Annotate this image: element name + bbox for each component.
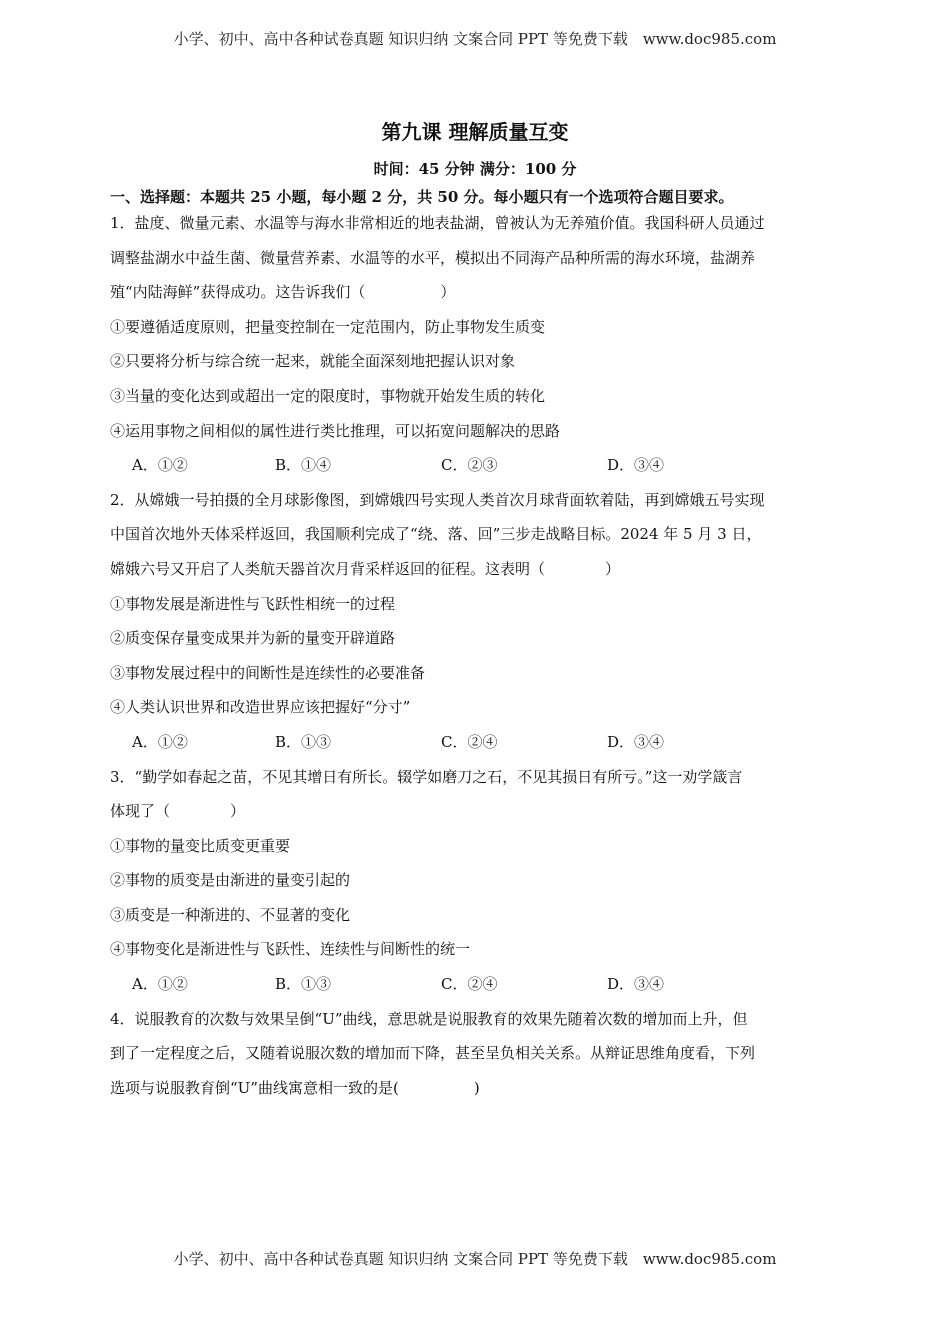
statement-item: ①要遵循适度原则，把量变控制在一定范围内，防止事物发生质变 (110, 317, 546, 336)
question-list (110, 206, 845, 1105)
question-stem-line: 到了一定程度之后，又随着说服次数的增加而下降，甚至呈负相关关系。从辩证思维角度看，下列 (110, 1044, 756, 1063)
question-stem-line: 殖“内陆海鲜”获得成功。这告诉我们（ ） (110, 283, 456, 302)
option-c: C．②③ (441, 456, 498, 475)
page-title: 第九课 理解质量互变 (381, 120, 569, 144)
statement-item: ④运用事物之间相似的属性进行类比推理，可以拓宽问题解决的思路 (110, 421, 561, 440)
question-stem-line: 4．说服教育的次数与效果呈倒“U”曲线，意思就是说服教育的效果先随着次数的增加而上升，但 (110, 1009, 748, 1028)
question-stem-line: 调整盐湖水中益生菌、微量营养素、水温等的水平，模拟出不同海产品种所需的海水环境，盐湖养 (110, 248, 756, 267)
option-b: B．①③ (275, 975, 332, 994)
statement-item: ②只要将分析与综合统一起来，就能全面深刻地把握认识对象 (110, 352, 516, 371)
option-a: A．①② (132, 456, 188, 475)
answer-options (110, 448, 845, 483)
option-a: A．①② (132, 732, 188, 751)
statement-item: ②质变保存量变成果并为新的量变开辟道路 (110, 629, 396, 648)
statement-item: ②事物的质变是由渐进的量变引起的 (110, 871, 351, 890)
section-heading: 一、选择题：本题共 25 小题，每小题 2 分，共 50 分。每小题只有一个选项符合题目要求。 (110, 188, 734, 206)
option-d: D．③④ (607, 975, 665, 994)
question-stem-line: 中国首次地外天体采样返回，我国顺利完成了“绕、落、回”三步走战略目标。2024 年 5 月 3 日， (110, 525, 762, 544)
statement-item: ③质变是一种渐进的、不显著的变化 (110, 905, 351, 924)
page-footer: 小学、初中、高中各种试卷真题 知识归纳 文案合同 PPT 等免费下载 www.doc985.com (173, 1250, 777, 1268)
option-c: C．②④ (441, 732, 498, 751)
question-stem-line: 体现了（ ） (110, 802, 246, 821)
question-stem-line: 选项与说服教育倒“U”曲线寓意相一致的是( ) (110, 1078, 480, 1097)
question-2 (110, 483, 845, 760)
option-b: B．①③ (275, 732, 332, 751)
answer-options (110, 967, 845, 1002)
statement-item: ①事物的量变比质变更重要 (110, 836, 291, 855)
option-d: D．③④ (607, 456, 665, 475)
question-3 (110, 760, 845, 1002)
statement-item: ③当量的变化达到或超出一定的限度时，事物就开始发生质的转化 (110, 386, 546, 405)
option-a: A．①② (132, 975, 188, 994)
question-stem-line: 嫦娥六号又开启了人类航天器首次月背采样返回的征程。这表明（ ） (110, 559, 621, 578)
question-stem-line: 2．从嫦娥一号拍摄的全月球影像图，到嫦娥四号实现人类首次月球背面软着陆，再到嫦娥五号实现 (110, 490, 765, 509)
answer-options (110, 725, 845, 760)
option-b: B．①④ (275, 456, 332, 475)
option-c: C．②④ (441, 975, 498, 994)
statement-item: ④人类认识世界和改造世界应该把握好“分寸” (110, 698, 411, 717)
statement-item: ①事物发展是渐进性与飞跃性相统一的过程 (110, 594, 396, 613)
question-1 (110, 206, 845, 483)
question-stem-line: 3．“勤学如春起之苗，不见其增日有所长。辍学如磨刀之石，不见其损日有所亏。”这一劝学箴言 (110, 767, 743, 786)
option-d: D．③④ (607, 732, 665, 751)
question-stem-line: 1．盐度、微量元素、水温等与海水非常相近的地表盐湖，曾被认为无养殖价值。我国科研人员通过 (110, 214, 765, 232)
statement-item: ④事物变化是渐进性与飞跃性、连续性与间断性的统一 (110, 940, 471, 959)
question-4 (110, 1002, 845, 1106)
page-header: 小学、初中、高中各种试卷真题 知识归纳 文案合同 PPT 等免费下载 www.doc985.com (173, 30, 777, 48)
statement-item: ③事物发展过程中的间断性是连续性的必要准备 (110, 663, 426, 682)
exam-meta: 时间：45 分钟 满分：100 分 (373, 160, 577, 178)
